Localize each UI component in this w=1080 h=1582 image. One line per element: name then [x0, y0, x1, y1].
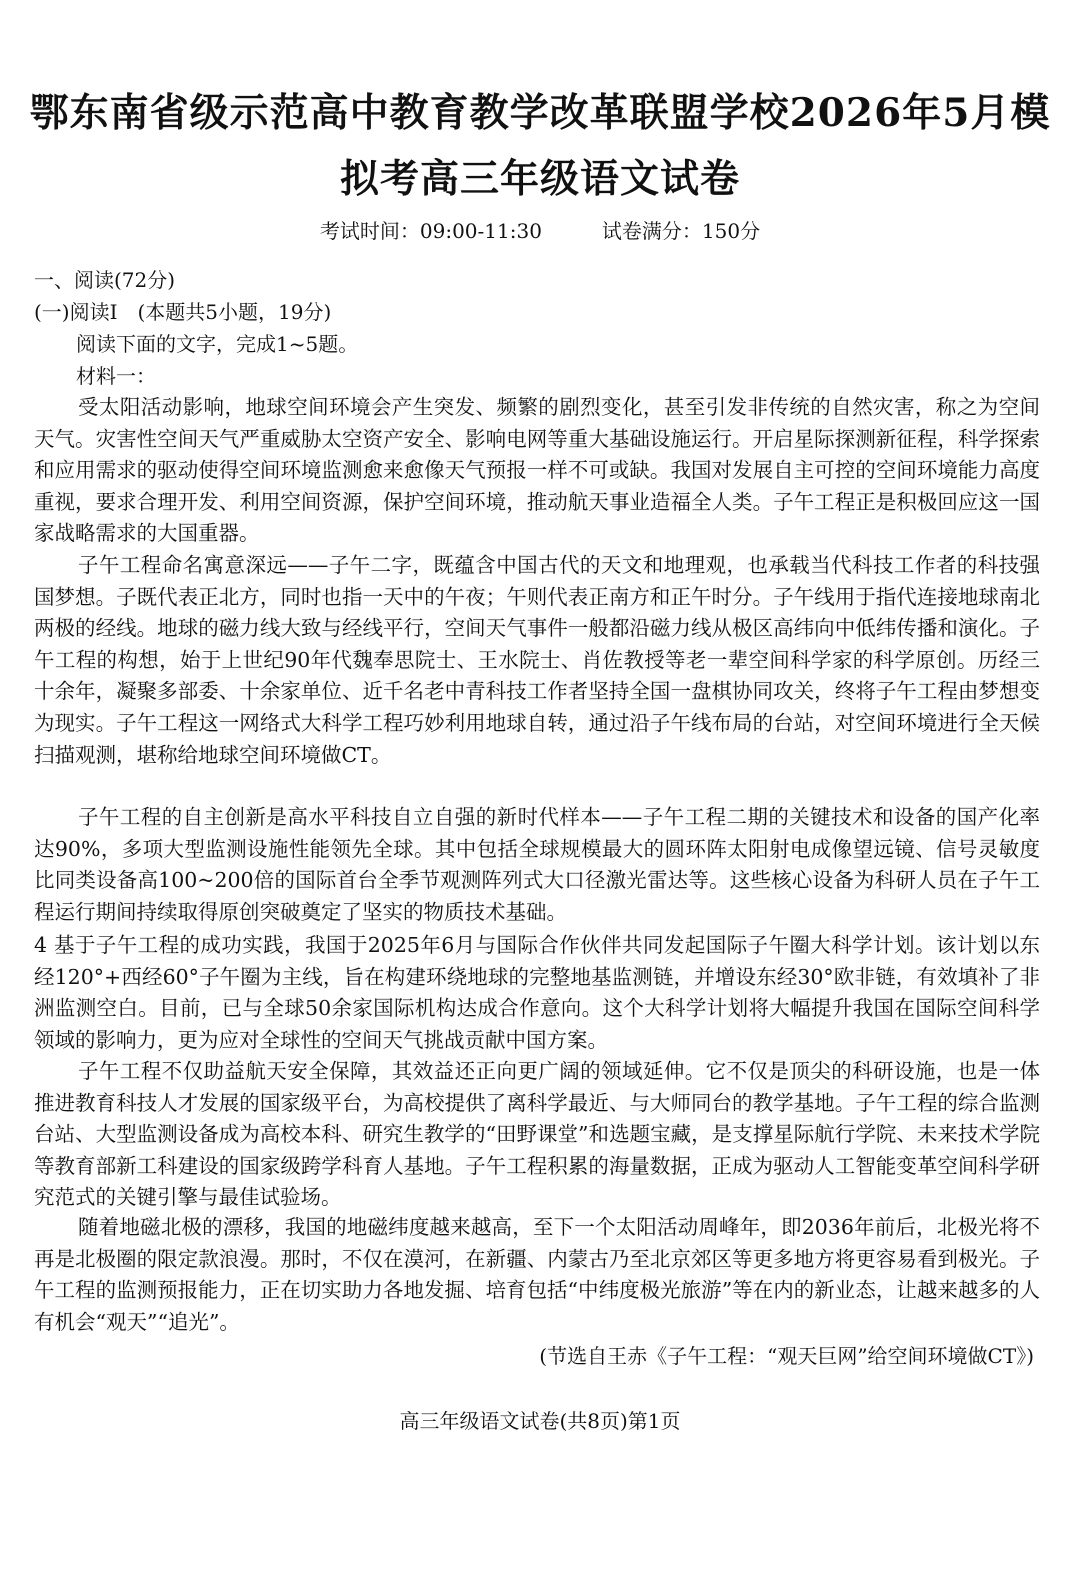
exam-info — [0, 215, 1080, 244]
exam-time: 考试时间：09:00-11:30 — [319, 219, 542, 243]
paragraph-3: 子午工程的自主创新是高水平科技自立自强的新时代样本——子午工程二期的关键技术和设备的国产化率达90%，多项大型监测设施性能领先全球。其中包括全球规模最大的圆环阵太阳射电成像望远镜、信号灵敏度比同类设备高100~200倍的国际首台全季节观测阵列式大口径激光雷达等。这些核心设备为科研人员在子午工程运行期间持续取得原创突破奠定了坚实的物质技术基础。 — [34, 805, 1040, 924]
full-score: 试卷满分：150分 — [601, 219, 761, 243]
paragraph-2: 子午工程命名寓意深远——子午二字，既蕴含中国古代的天文和地理观，也承载当代科技工作者的科技强国梦想。子既代表正北方，同时也指一天中的午夜；午则代表正南方和正午时分。子午线用于指代连接地球南北两极的经线。地球的磁力线大致与经线平行，空间天气事件一般都沿磁力线从极区高纬向中低纬传播和演化。子午工程的构想，始于上世纪90年代魏奉思院士、王水院士、肖佐教授等老一辈空间科学家的科学原创。历经三十余年，凝聚多部委、十余家单位、近千名老中青科技工作者坚持全国一盘棋协同攻关，终将子午工程由梦想变为现实。子午工程这一网络式大科学工程巧妙利用地球自转，通过沿子午线布局的台站，对空间环境进行全天候扫描观测，堪称给地球空间环境做CT。 — [34, 553, 1040, 767]
source-citation: (节选自王赤《子午工程：“观天巨网”给空间环境做CT》) — [539, 1344, 1034, 1368]
section-subheading: (一)阅读I (本题共5小题，19分) — [34, 300, 332, 324]
paragraph-1: 受太阳活动影响，地球空间环境会产生突发、频繁的剧烈变化，甚至引发非传统的自然灾害，称之为空间天气。灾害性空间天气严重威胁太空资产安全、影响电网等重大基础设施运行。开启星际探测新征程，科学探索和应用需求的驱动使得空间环境监测愈来愈像天气预报一样不可或缺。我国对发展自主可控的空间环境能力高度重视，要求合理开发、利用空间资源，保护空间环境，推动航天事业造福全人类。子午工程正是积极回应这一国家战略需求的大国重器。 — [34, 395, 1040, 546]
paragraph-5: 子午工程不仅助益航天安全保障，其效益还正向更广阔的领域延伸。它不仅是顶尖的科研设施，也是一体推进教育科技人才发展的国家级平台，为高校提供了离科学最近、与大师同台的教学基地。子午工程的综合监测台站、大型监测设备成为高校本科、研究生教学的“田野课堂”和选题宝藏，是支撑星际航行学院、未来技术学院等教育部新工科建设的国家级跨学科育人基地。子午工程积累的海量数据，正成为驱动人工智能变革空间科学研究范式的关键引擎与最佳试验场。 — [34, 1059, 1040, 1210]
section-heading: 一、阅读(72分) — [34, 268, 176, 292]
page-footer: 高三年级语文试卷(共8页)第1页 — [399, 1409, 681, 1433]
instruction: 阅读下面的文字，完成1~5题。 — [76, 332, 359, 356]
paragraph-6: 随着地磁北极的漂移，我国的地磁纬度越来越高，至下一个太阳活动周峰年，即2036年前后，北极光将不再是北极圈的限定款浪漫。那时，不仅在漠河，在新疆、内蒙古乃至北京郊区等更多地方将更容易看到极光。子午工程的监测预报能力，正在切实助力各地发掘、培育包括“中纬度极光旅游”等在内的新业态，让越来越多的人有机会“观天”“追光”。 — [34, 1215, 1040, 1334]
material-label: 材料一： — [76, 364, 156, 388]
exam-title-line-1: 鄂东南省级示范高中教育教学改革联盟学校2026年5月模 — [29, 90, 1051, 136]
paragraph-4: 4 基于子午工程的成功实践，我国于2025年6月与国际合作伙伴共同发起国际子午圈大科学计划。该计划以东经120°+西经60°子午圈为主线，旨在构建环绕地球的完整地基监测链，并增设东经30°欧非链，有效填补了非洲监测空白。目前，已与全球50余家国际机构达成合作意向。这个大科学计划将大幅提升我国在国际空间科学领域的影响力，更为应对全球性的空间天气挑战贡献中国方案。 — [34, 933, 1040, 1052]
exam-title-line-2: 拟考高三年级语文试卷 — [339, 156, 740, 202]
